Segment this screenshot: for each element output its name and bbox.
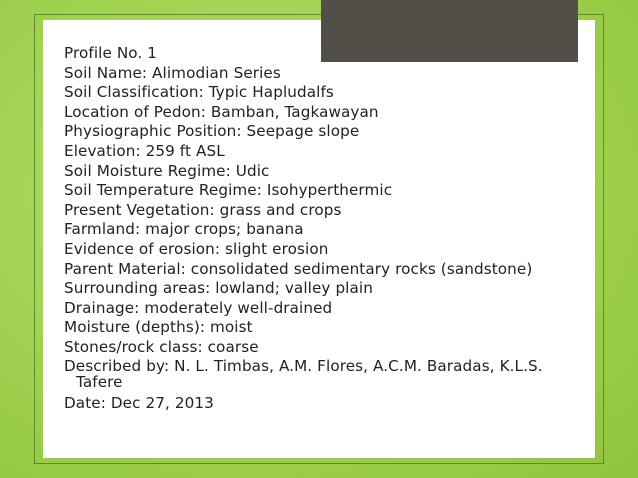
line-stones-rock-class: Stones/rock class: coarse: [64, 337, 259, 356]
line-moisture-depths: Moisture (depths): moist: [64, 318, 253, 337]
line-soil-name: Soil Name: Alimodian Series: [64, 63, 281, 82]
line-soil-classification: Soil Classification: Typic Hapludalfs: [64, 83, 334, 102]
line-temperature-regime: Soil Temperature Regime: Isohyperthermic: [64, 181, 393, 200]
line-date: Date: Dec 27, 2013: [64, 393, 214, 412]
line-physiographic-position: Physiographic Position: Seepage slope: [64, 122, 360, 141]
line-drainage: Drainage: moderately well-drained: [64, 298, 333, 317]
line-described-by: Described by: N. L. Timbas, A.M. Flores, A.C.M. Baradas, K.L.S. Tafere: [64, 356, 543, 391]
line-location: Location of Pedon: Bamban, Tagkawayan: [64, 102, 379, 121]
line-erosion: Evidence of erosion: slight erosion: [64, 239, 329, 258]
line-farmland: Farmland: major crops; banana: [64, 220, 304, 239]
line-elevation: Elevation: 259 ft ASL: [64, 141, 225, 160]
line-profile-no: Profile No. 1: [64, 44, 158, 62]
line-parent-material: Parent Material: consolidated sedimentary rocks (sandstone): [64, 259, 533, 278]
profile-text: [64, 44, 584, 413]
line-moisture-regime: Soil Moisture Regime: Udic: [64, 161, 270, 180]
line-surrounding-areas: Surrounding areas: lowland; valley plain: [64, 279, 373, 298]
line-present-vegetation: Present Vegetation: grass and crops: [64, 200, 342, 219]
